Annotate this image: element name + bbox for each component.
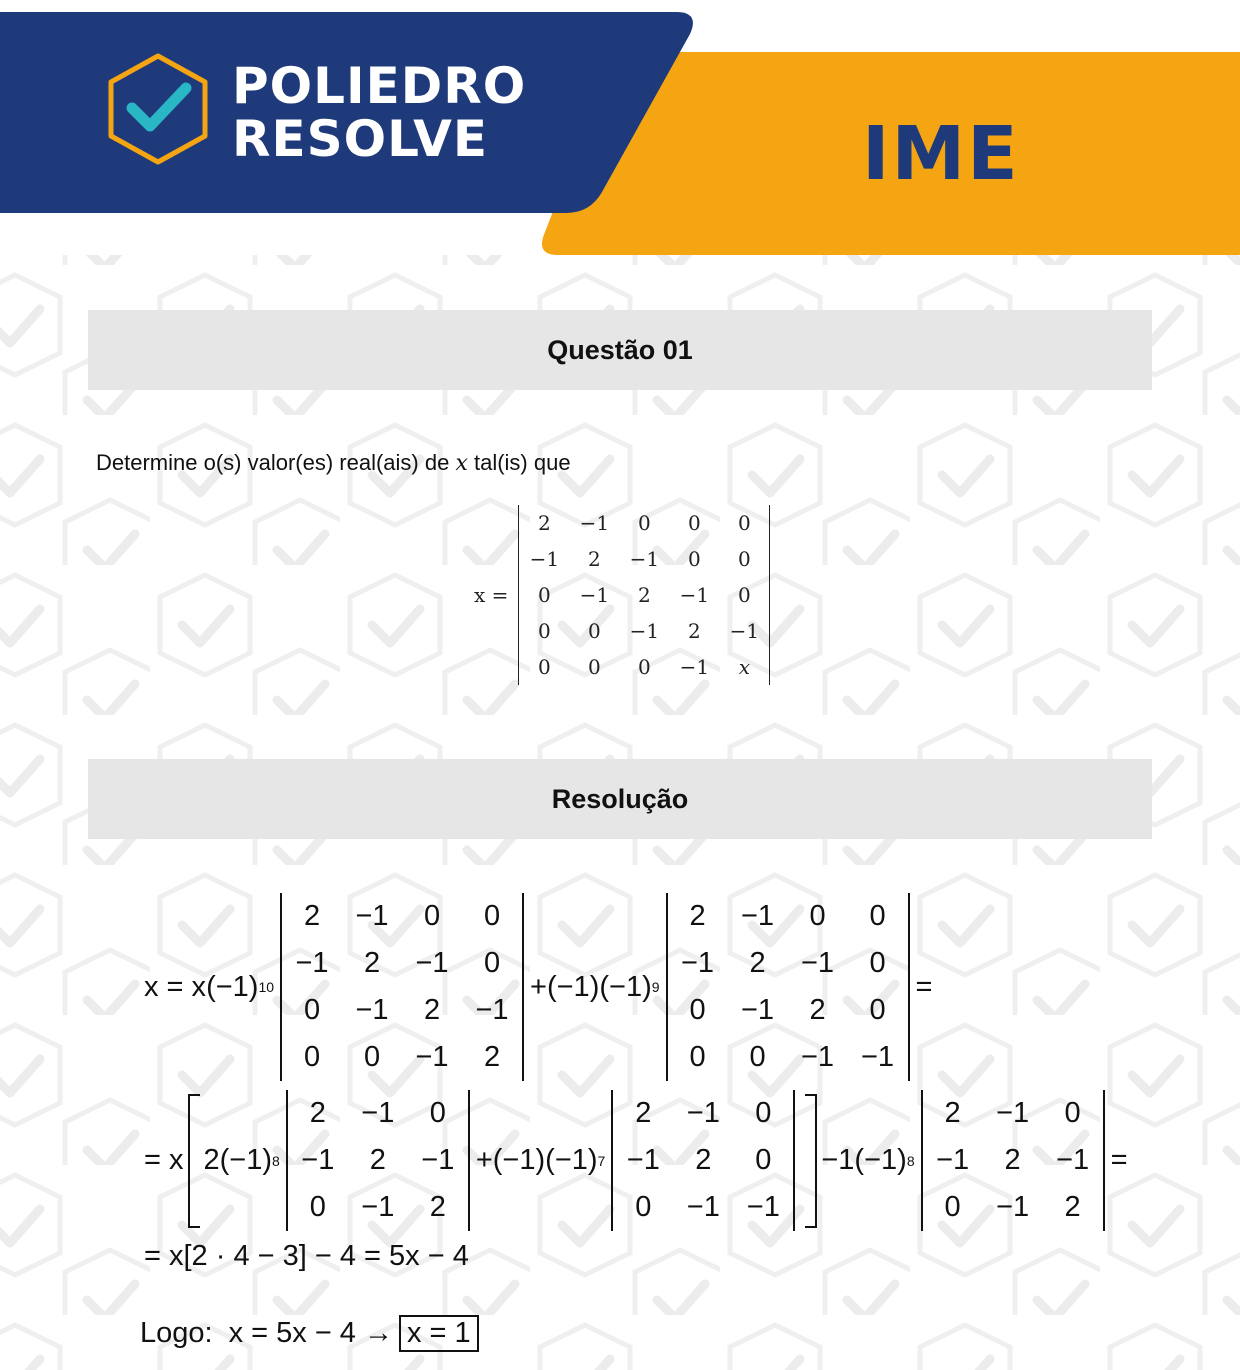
matrix-cell: 0: [738, 511, 751, 535]
matrix-cell: 0: [638, 655, 651, 679]
conclusion-label: Logo:: [140, 1317, 213, 1349]
matrix-row: [612, 1090, 794, 1137]
matrix-cell: 0: [303, 994, 321, 1026]
matrix-cell: −1: [729, 619, 760, 643]
matrix-cell: 0: [738, 583, 751, 607]
matrix-row: [281, 1034, 523, 1081]
matrix-row: [922, 1090, 1104, 1137]
matrix-cell: −1: [801, 1041, 835, 1073]
matrix-cell: −1: [361, 1097, 395, 1129]
question-title: Questão 01: [547, 334, 693, 365]
matrix-cell: 2: [429, 1191, 446, 1223]
resolution-line-1: x = x (−1) 10 2 −1 0 0 −1 2 −1 0 0 −1 2 −1 0 0 −1 2 + (−1) (−1) 9 2 −1 0 0 −1 2 −1 0 0 −1 2 0 0 0 −1 −1 =: [144, 893, 932, 1081]
question-determinant: [518, 505, 770, 685]
matrix-row: [519, 505, 770, 541]
matrix-cell: 2: [363, 947, 381, 979]
resolution-line-2: = x 2 (−1) 8 2 −1 0 −1 2 −1 0 −1 2 + (−1) (−1) 7 2 −1 0 −1 2 0 0 −1 −1 −1 (−1) 8 2 −1 0 −1 2 −1 0 −1 2 =: [144, 1090, 1128, 1231]
matrix-cell: −1: [861, 1041, 895, 1073]
matrix-row: [519, 613, 770, 649]
matrix-cell: −1: [741, 994, 775, 1026]
matrix-row: [519, 577, 770, 613]
brand-logo-text: [232, 57, 527, 168]
matrix-row: [667, 1034, 909, 1081]
determinant-a: [280, 893, 524, 1081]
matrix-cell: −1: [746, 1191, 780, 1223]
matrix-row: [287, 1137, 469, 1184]
matrix-cell: −1: [579, 583, 610, 607]
determinant-e: [921, 1090, 1105, 1231]
matrix-row: [922, 1137, 1104, 1184]
matrix-cell: 0: [688, 547, 701, 571]
matrix-cell: 2: [1004, 1144, 1021, 1176]
matrix-cell: −1: [1056, 1144, 1090, 1176]
resolution-title: Resolução: [551, 783, 689, 814]
resolution-title-band: [88, 759, 1152, 839]
matrix-cell: −1: [681, 947, 715, 979]
matrix-row: [519, 541, 770, 577]
matrix-cell: −1: [686, 1191, 720, 1223]
matrix-cell: 2: [1064, 1191, 1081, 1223]
brand-line-1: POLIEDRO: [232, 57, 527, 115]
matrix-cell: 0: [738, 547, 751, 571]
matrix-cell: 0: [588, 619, 601, 643]
matrix-cell: 2: [483, 1041, 501, 1073]
matrix-row: [281, 893, 523, 940]
matrix-cell: 0: [944, 1191, 961, 1223]
matrix-cell: −1: [579, 511, 610, 535]
brand-line-2: RESOLVE: [232, 110, 488, 168]
question-prompt: Determine o(s) valor(es) real(ais) de x tal(is) que: [96, 450, 571, 476]
matrix-cell: 2: [538, 511, 551, 535]
matrix-row: [612, 1137, 794, 1184]
matrix-cell: −1: [679, 583, 710, 607]
matrix-cell: −1: [679, 655, 710, 679]
matrix-row: [519, 649, 770, 685]
matrix-cell: −1: [529, 547, 560, 571]
matrix-cell: −1: [741, 900, 775, 932]
matrix-row: [667, 893, 909, 940]
matrix-cell: −1: [936, 1144, 970, 1176]
matrix-cell: −1: [295, 947, 329, 979]
matrix-row: [287, 1184, 469, 1231]
matrix-cell: −1: [686, 1097, 720, 1129]
matrix-cell: −1: [629, 547, 660, 571]
matrix-cell: 2: [944, 1097, 961, 1129]
matrix-cell: 0: [869, 900, 886, 932]
matrix-cell: 0: [638, 511, 651, 535]
matrix-row: [281, 940, 523, 987]
matrix-row: [612, 1184, 794, 1231]
right-bracket: [805, 1094, 817, 1228]
matrix-cell: −1: [301, 1144, 335, 1176]
matrix-cell: 0: [755, 1144, 772, 1176]
left-bracket: [188, 1094, 200, 1228]
matrix-cell: −1: [996, 1097, 1030, 1129]
matrix-cell: 2: [588, 547, 601, 571]
matrix-cell: 2: [689, 900, 706, 932]
matrix-cell: 2: [635, 1097, 652, 1129]
exam-title: IME: [862, 111, 1020, 197]
matrix-cell: 0: [869, 947, 886, 979]
matrix-cell: 2: [695, 1144, 712, 1176]
matrix-cell: 2: [423, 994, 441, 1026]
matrix-cell: 0: [749, 1041, 766, 1073]
header-banner: [0, 0, 1240, 260]
matrix-cell: 0: [538, 619, 551, 643]
matrix-cell: −1: [629, 619, 660, 643]
matrix-cell: 0: [635, 1191, 652, 1223]
matrix-cell: 2: [749, 947, 766, 979]
matrix-row: [667, 940, 909, 987]
question-lhs: x =: [474, 583, 509, 607]
resolution-conclusion: [140, 1315, 479, 1352]
matrix-cell: 0: [755, 1097, 772, 1129]
matrix-cell: 2: [688, 619, 701, 643]
determinant-c: [286, 1090, 470, 1231]
matrix-cell: 0: [483, 947, 501, 979]
prompt-variable: x: [455, 451, 468, 476]
matrix-cell: 0: [303, 1041, 321, 1073]
matrix-cell: 0: [309, 1191, 326, 1223]
matrix-cell: 0: [1064, 1097, 1081, 1129]
matrix-cell: 0: [869, 994, 886, 1026]
question-equation: [474, 505, 770, 685]
matrix-cell: x: [738, 655, 751, 679]
matrix-cell: −1: [361, 1191, 395, 1223]
matrix-cell: 2: [303, 900, 321, 932]
matrix-cell: −1: [421, 1144, 455, 1176]
matrix-row: [287, 1090, 469, 1137]
matrix-cell: 2: [369, 1144, 386, 1176]
matrix-cell: −1: [475, 994, 509, 1026]
matrix-cell: 2: [309, 1097, 326, 1129]
question-title-band: [88, 310, 1152, 390]
matrix-cell: −1: [355, 994, 389, 1026]
matrix-cell: −1: [626, 1144, 660, 1176]
matrix-cell: 0: [688, 511, 701, 535]
matrix-cell: −1: [996, 1191, 1030, 1223]
matrix-cell: 0: [689, 1041, 706, 1073]
matrix-cell: 2: [809, 994, 826, 1026]
matrix-cell: 0: [809, 900, 826, 932]
matrix-row: [281, 987, 523, 1034]
matrix-row: [667, 987, 909, 1034]
matrix-cell: 0: [363, 1041, 381, 1073]
matrix-cell: 0: [423, 900, 441, 932]
determinant-b: [666, 893, 910, 1081]
matrix-cell: 0: [588, 655, 601, 679]
matrix-cell: 0: [429, 1097, 446, 1129]
matrix-row: [922, 1184, 1104, 1231]
matrix-cell: 0: [483, 900, 501, 932]
matrix-cell: 2: [638, 583, 651, 607]
matrix-cell: −1: [801, 947, 835, 979]
conclusion-expression: x = 5x − 4 →: [228, 1317, 393, 1349]
matrix-cell: 0: [538, 655, 551, 679]
resolution-line-3: = x[2 · 4 − 3] − 4 = 5x − 4: [144, 1240, 469, 1272]
matrix-cell: 0: [689, 994, 706, 1026]
determinant-d: [611, 1090, 795, 1231]
matrix-cell: −1: [415, 1041, 449, 1073]
matrix-cell: −1: [415, 947, 449, 979]
final-answer-box: x = 1: [399, 1315, 479, 1352]
matrix-cell: 0: [538, 583, 551, 607]
matrix-cell: −1: [355, 900, 389, 932]
